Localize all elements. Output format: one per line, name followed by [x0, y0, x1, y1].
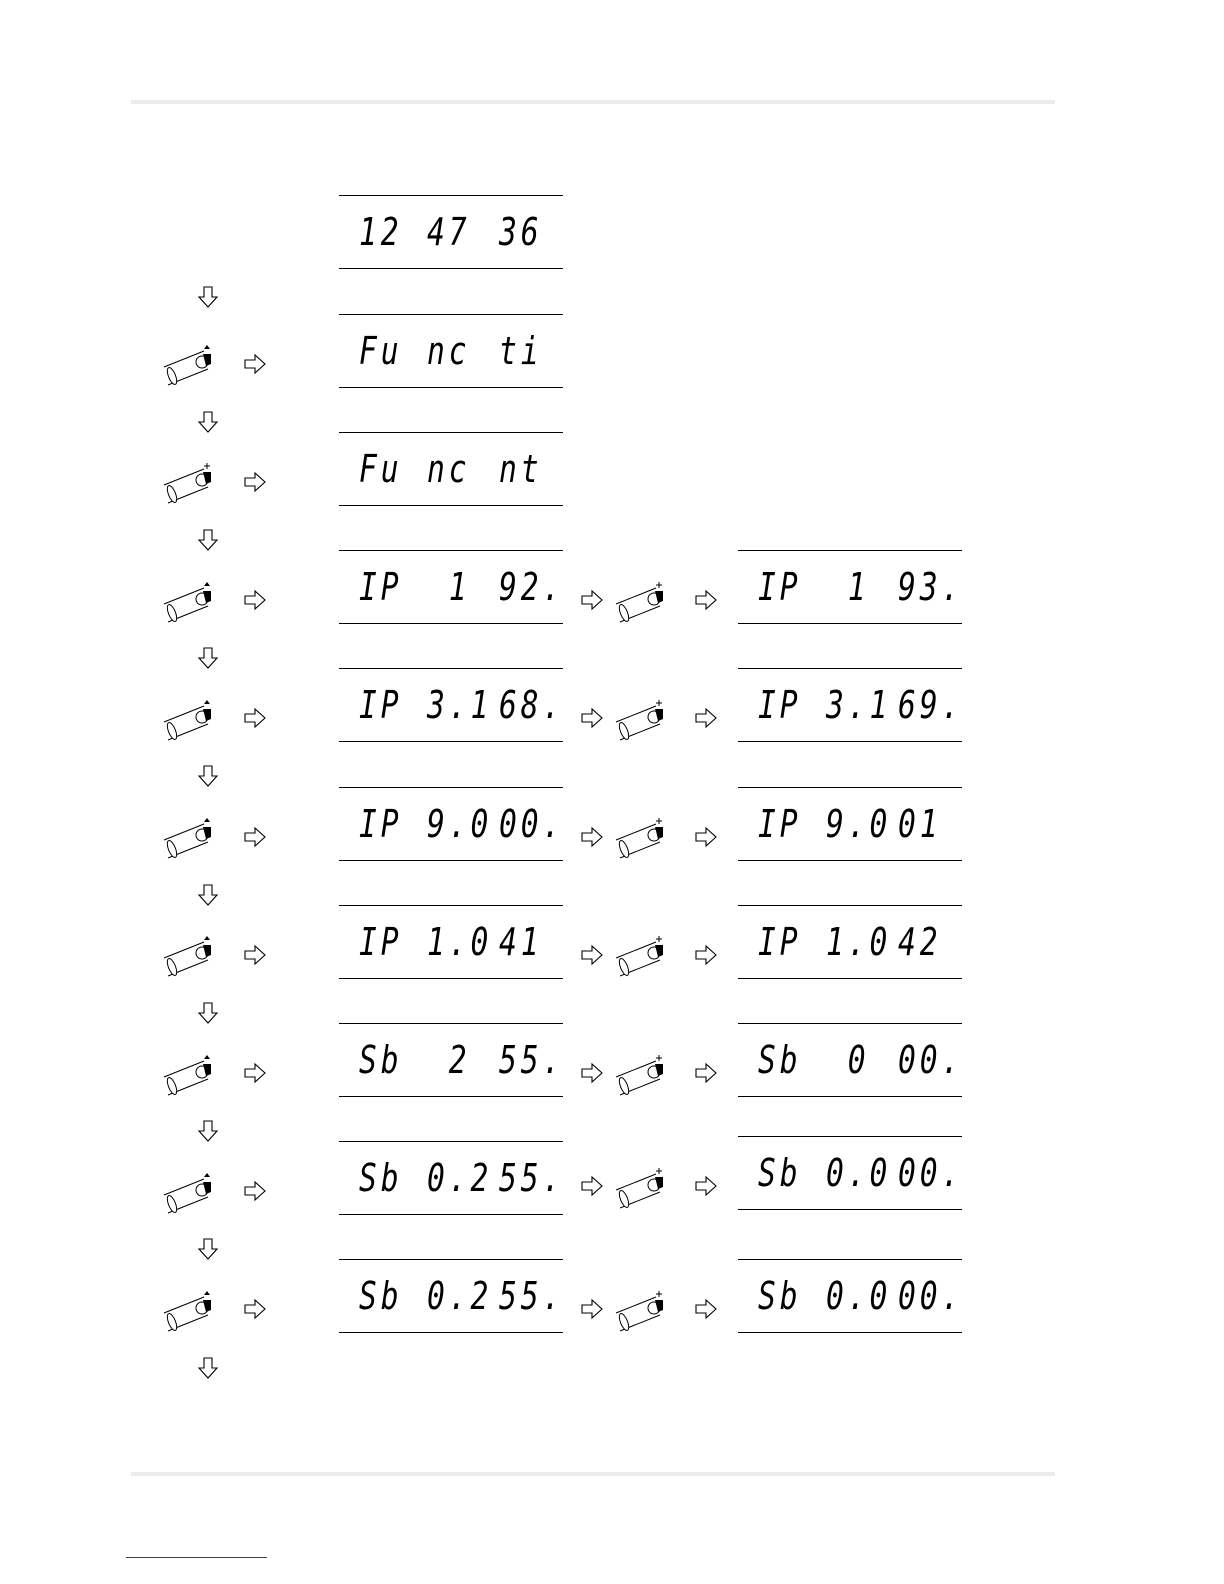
- lcd-group-3: 55.: [499, 1038, 565, 1082]
- footer-rule: [131, 1472, 1055, 1476]
- lcd-result-display: [738, 787, 962, 861]
- lcd-display: [339, 787, 563, 861]
- right-arrow-icon: [580, 1061, 604, 1085]
- lcd-group-2: nc: [427, 447, 471, 491]
- right-arrow-icon: [694, 1174, 718, 1198]
- lcd-group-1: Sb: [758, 1274, 802, 1318]
- lcd-group-2: 9.0: [427, 802, 493, 846]
- lcd-group-1: IP: [758, 683, 802, 727]
- lcd-result-display: [738, 668, 962, 742]
- lcd-group-3: 68.: [499, 683, 565, 727]
- knob-plus-icon: [612, 700, 672, 744]
- lcd-group-2: 3.1: [826, 683, 892, 727]
- lcd-result-display: [738, 550, 962, 624]
- lcd-group-3: 92.: [499, 565, 565, 609]
- lcd-group-1: IP: [359, 802, 403, 846]
- lcd-group-1: IP: [758, 802, 802, 846]
- lcd-group-1: IP: [359, 920, 403, 964]
- lcd-group-2: 0.2: [427, 1274, 493, 1318]
- right-arrow-icon: [694, 825, 718, 849]
- lcd-group-2: 0.0: [826, 1274, 892, 1318]
- lcd-group-2: 0.0: [826, 1151, 892, 1195]
- lcd-group-2: 47: [427, 210, 471, 254]
- down-arrow-icon: [196, 528, 220, 552]
- knob-plus-icon: [612, 1291, 672, 1335]
- lcd-group-2: 1.0: [826, 920, 892, 964]
- knob-select-icon: [160, 582, 220, 626]
- lcd-group-1: 12: [359, 210, 403, 254]
- lcd-display: [339, 432, 563, 506]
- lcd-group-3: 55.: [499, 1156, 565, 1200]
- lcd-display: [339, 550, 563, 624]
- lcd-display: [339, 314, 563, 388]
- down-arrow-icon: [196, 1119, 220, 1143]
- down-arrow-icon: [196, 646, 220, 670]
- right-arrow-icon: [580, 1297, 604, 1321]
- lcd-result-display: [738, 905, 962, 979]
- knob-select-icon: [160, 818, 220, 862]
- right-arrow-icon: [580, 588, 604, 612]
- lcd-group-3: 01: [898, 802, 942, 846]
- lcd-group-1: Sb: [758, 1038, 802, 1082]
- lcd-group-1: Sb: [359, 1038, 403, 1082]
- lcd-group-2: 1: [826, 565, 870, 609]
- right-arrow-icon: [580, 706, 604, 730]
- right-arrow-icon: [243, 1179, 267, 1203]
- right-arrow-icon: [243, 470, 267, 494]
- knob-select-icon: [160, 1291, 220, 1335]
- lcd-group-2: 1: [427, 565, 471, 609]
- header-rule: [131, 100, 1055, 104]
- lcd-group-3: 69.: [898, 683, 964, 727]
- knob-select-icon: [160, 1173, 220, 1217]
- down-arrow-icon: [196, 1356, 220, 1380]
- lcd-group-3: 00.: [499, 802, 565, 846]
- knob-plus-icon: [612, 936, 672, 980]
- lcd-display: [339, 1023, 563, 1097]
- lcd-group-3: 00.: [898, 1038, 964, 1082]
- lcd-group-1: Fu: [359, 329, 403, 373]
- lcd-group-1: IP: [758, 565, 802, 609]
- knob-select-icon: [160, 700, 220, 744]
- lcd-group-2: 0: [826, 1038, 870, 1082]
- right-arrow-icon: [694, 1297, 718, 1321]
- lcd-group-1: Fu: [359, 447, 403, 491]
- right-arrow-icon: [694, 943, 718, 967]
- right-arrow-icon: [243, 352, 267, 376]
- lcd-group-1: IP: [359, 565, 403, 609]
- knob-select-icon: [160, 936, 220, 980]
- lcd-group-2: 2: [427, 1038, 471, 1082]
- right-arrow-icon: [580, 1174, 604, 1198]
- right-arrow-icon: [243, 588, 267, 612]
- right-arrow-icon: [694, 706, 718, 730]
- right-arrow-icon: [243, 1297, 267, 1321]
- lcd-group-3: 42: [898, 920, 942, 964]
- lcd-group-3: nt: [499, 447, 543, 491]
- down-arrow-icon: [196, 764, 220, 788]
- knob-select-icon: [160, 345, 220, 389]
- lcd-group-2: 1.0: [427, 920, 493, 964]
- down-arrow-icon: [196, 285, 220, 309]
- right-arrow-icon: [580, 943, 604, 967]
- knob-plus-icon: [612, 1055, 672, 1099]
- lcd-group-3: 55.: [499, 1274, 565, 1318]
- down-arrow-icon: [196, 410, 220, 434]
- lcd-group-2: nc: [427, 329, 471, 373]
- lcd-group-2: 3.1: [427, 683, 493, 727]
- lcd-group-1: Sb: [359, 1274, 403, 1318]
- lcd-group-3: ti: [499, 329, 543, 373]
- down-arrow-icon: [196, 1237, 220, 1261]
- lcd-group-3: 00.: [898, 1274, 964, 1318]
- lcd-group-1: IP: [758, 920, 802, 964]
- knob-plus-icon: [612, 582, 672, 626]
- lcd-display: [339, 668, 563, 742]
- lcd-display: [339, 195, 563, 269]
- lcd-result-display: [738, 1136, 962, 1210]
- right-arrow-icon: [694, 1061, 718, 1085]
- right-arrow-icon: [243, 825, 267, 849]
- lcd-display: [339, 1259, 563, 1333]
- down-arrow-icon: [196, 1001, 220, 1025]
- lcd-group-1: Sb: [359, 1156, 403, 1200]
- lcd-result-display: [738, 1259, 962, 1333]
- lcd-group-2: 9.0: [826, 802, 892, 846]
- lcd-group-2: 0.2: [427, 1156, 493, 1200]
- lcd-result-display: [738, 1023, 962, 1097]
- lcd-group-1: IP: [359, 683, 403, 727]
- lcd-group-3: 41: [499, 920, 543, 964]
- lcd-display: [339, 905, 563, 979]
- knob-select-icon: [160, 1055, 220, 1099]
- right-arrow-icon: [243, 706, 267, 730]
- knob-plus-icon: [160, 463, 220, 507]
- knob-plus-icon: [612, 1168, 672, 1212]
- right-arrow-icon: [694, 588, 718, 612]
- lcd-group-3: 36: [499, 210, 543, 254]
- lcd-group-3: 00.: [898, 1151, 964, 1195]
- down-arrow-icon: [196, 883, 220, 907]
- right-arrow-icon: [243, 943, 267, 967]
- lcd-group-3: 93.: [898, 565, 964, 609]
- footer-link-underline: [126, 1557, 267, 1558]
- lcd-display: [339, 1141, 563, 1215]
- lcd-group-1: Sb: [758, 1151, 802, 1195]
- right-arrow-icon: [580, 825, 604, 849]
- knob-plus-icon: [612, 818, 672, 862]
- right-arrow-icon: [243, 1061, 267, 1085]
